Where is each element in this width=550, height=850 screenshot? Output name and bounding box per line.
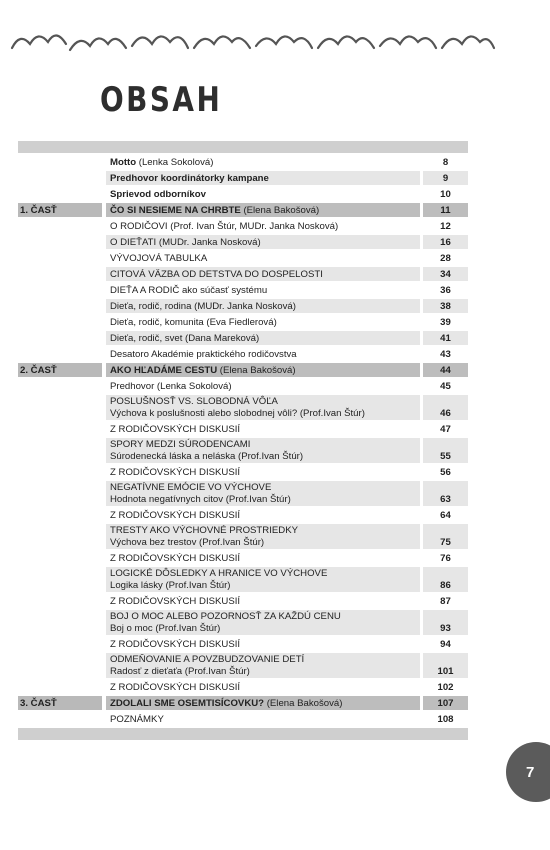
toc-entry-title: Sprievod odborníkov	[110, 188, 206, 200]
toc-entry-text	[106, 465, 420, 479]
toc-entry	[18, 219, 468, 233]
toc-entry	[18, 155, 468, 169]
toc-page-number: 9	[423, 171, 468, 185]
toc-page-number: 56	[423, 465, 468, 479]
toc-entry-title: Dieťa, rodič, komunita	[110, 316, 204, 328]
toc-entry	[18, 331, 468, 345]
toc-bottom-bar	[18, 728, 468, 740]
toc-entry-title: POZNÁMKY	[110, 713, 164, 725]
toc-entry-title: Dieťa, rodič, svet	[110, 332, 183, 344]
toc-entry-title: ZDOLALI SME OSEMTISÍCOVKU?	[110, 697, 265, 709]
toc-page-number: 44	[423, 363, 468, 377]
toc-part-label: 3. ČASŤ	[18, 696, 102, 710]
toc-part-label: 1. ČASŤ	[18, 203, 102, 217]
toc-part-label	[18, 283, 102, 297]
toc-part-label	[18, 187, 102, 201]
toc-part-label	[18, 422, 102, 436]
toc-part-label	[18, 235, 102, 249]
toc-entry-text	[106, 508, 420, 522]
toc-entry	[18, 347, 468, 361]
toc-entry-title: CITOVÁ VÄZBA OD DETSTVA DO DOSPELOSTI	[110, 268, 323, 280]
toc-entry-title: ČO SI NESIEME NA CHRBTE	[110, 204, 241, 216]
toc-part-label	[18, 331, 102, 345]
toc-entry-author: (Dana Mareková)	[182, 332, 260, 344]
toc-entry	[18, 171, 468, 185]
toc-page-number: 8	[423, 155, 468, 169]
toc-entry	[18, 680, 468, 694]
toc-entry-text	[106, 283, 420, 297]
toc-part-label	[18, 155, 102, 169]
toc-part-label	[18, 610, 102, 635]
toc-entry-title: Z RODIČOVSKÝCH DISKUSIÍ	[110, 509, 241, 521]
toc-entry-text	[106, 438, 420, 463]
toc-entry-title: POSLUŠNOSŤ VS. SLOBODNÁ VÔĽA	[110, 396, 278, 407]
toc-entry-text	[106, 551, 420, 565]
toc-entry-subtitle: Logika lásky (Prof.Ivan Štúr)	[110, 580, 231, 591]
toc-page-number: 76	[423, 551, 468, 565]
toc-entry-text	[106, 567, 420, 592]
toc-entry-title: ODMEŇOVANIE A POVZBUDZOVANIE DETÍ	[110, 654, 305, 665]
toc-part-label	[18, 465, 102, 479]
toc-entry-title: Z RODIČOVSKÝCH DISKUSIÍ	[110, 595, 241, 607]
toc-entry-title: Predhovor	[110, 380, 155, 392]
toc-entry-author: (Elena Bakošová)	[264, 697, 343, 709]
toc-page-number: 46	[423, 395, 468, 420]
toc-entry-text	[106, 712, 420, 726]
toc-entry-title: VÝVOJOVÁ TABULKA	[110, 252, 208, 264]
toc-entry-text	[106, 363, 420, 377]
toc-part-label	[18, 299, 102, 313]
toc-page-number: 12	[423, 219, 468, 233]
toc-entry-title: LOGICKÉ DÔSLEDKY A HRANICE VO VÝCHOVE	[110, 568, 328, 579]
toc-page-number: 47	[423, 422, 468, 436]
toc-entry-text	[106, 203, 420, 217]
toc-entry-title: Motto	[110, 156, 137, 168]
toc-part-label	[18, 567, 102, 592]
toc-entry-author: (MUDr. Janka Nosková)	[156, 236, 261, 248]
toc-page-number: 36	[423, 283, 468, 297]
toc-entry-title: O DIEŤATI	[110, 236, 157, 248]
toc-entry-text	[106, 187, 420, 201]
toc-page-number: 55	[423, 438, 468, 463]
toc-entry	[18, 610, 468, 635]
toc-page-number: 64	[423, 508, 468, 522]
toc-part-label	[18, 594, 102, 608]
toc-page-number: 11	[423, 203, 468, 217]
page-title: OBSAH	[100, 80, 223, 120]
toc-part-label	[18, 171, 102, 185]
toc-entry	[18, 267, 468, 281]
page-number-tab: 7	[506, 742, 550, 802]
toc-entry	[18, 251, 468, 265]
toc-entry-text	[106, 235, 420, 249]
toc-entry	[18, 594, 468, 608]
toc-part-label: 2. ČASŤ	[18, 363, 102, 377]
toc-page-number: 34	[423, 267, 468, 281]
toc-entry-text	[106, 594, 420, 608]
toc-entry-text	[106, 653, 420, 678]
toc-entry-author: (Elena Bakošová)	[240, 204, 320, 216]
toc-top-bar	[18, 141, 468, 153]
toc-entry-text	[106, 637, 420, 651]
toc-page-number: 63	[423, 481, 468, 506]
toc-entry	[18, 187, 468, 201]
toc-part-label	[18, 395, 102, 420]
toc-entry-author: (Lenka Sokolová)	[154, 380, 232, 392]
toc-page-number: 86	[423, 567, 468, 592]
toc-entry	[18, 696, 468, 710]
toc-entry-text	[106, 219, 420, 233]
toc-entry	[18, 422, 468, 436]
toc-page-number: 75	[423, 524, 468, 549]
toc-entry-title: BOJ O MOC ALEBO POZORNOSŤ ZA KAŽDÚ CENU	[110, 611, 341, 622]
toc-part-label	[18, 267, 102, 281]
toc-entry	[18, 235, 468, 249]
toc-entry	[18, 283, 468, 297]
toc-page-number: 101	[423, 653, 468, 678]
toc-entry-author: (Elena Bakošová)	[217, 364, 296, 376]
toc-entry-text	[106, 155, 420, 169]
toc-part-label	[18, 379, 102, 393]
toc-entry-text	[106, 251, 420, 265]
toc-part-label	[18, 481, 102, 506]
toc-entry-text	[106, 680, 420, 694]
toc-entry-author: (MUDr. Janka Nosková)	[191, 300, 296, 312]
toc-entry-text	[106, 481, 420, 506]
toc-entry	[18, 203, 468, 217]
toc-entry	[18, 363, 468, 377]
toc-entry-author: (Prof. Ivan Štúr, MUDr. Janka Nosková)	[167, 220, 339, 232]
toc-entry-text	[106, 315, 420, 329]
toc-entry-subtitle: Hodnota negatívnych citov (Prof.Ivan Štúr)	[110, 494, 291, 505]
toc-part-label	[18, 653, 102, 678]
toc-entry-title: Z RODIČOVSKÝCH DISKUSIÍ	[110, 466, 241, 478]
toc-page-number: 94	[423, 637, 468, 651]
toc-entry-author: (Eva Fiedlerová)	[203, 316, 277, 328]
toc-part-label	[18, 438, 102, 463]
toc-page-number: 43	[423, 347, 468, 361]
toc-part-label	[18, 637, 102, 651]
toc-entry	[18, 508, 468, 522]
toc-entry-subtitle: Boj o moc (Prof.Ivan Štúr)	[110, 623, 221, 634]
toc-entry-title: Z RODIČOVSKÝCH DISKUSIÍ	[110, 681, 241, 693]
toc-entry-title: O RODIČOVI	[110, 220, 168, 232]
toc-part-label	[18, 347, 102, 361]
toc-entry	[18, 465, 468, 479]
toc-entry-title: AKO HĽADÁME CESTU	[110, 364, 218, 376]
toc-page-number: 108	[423, 712, 468, 726]
decorative-ornament-border	[10, 26, 496, 56]
toc-entry-subtitle: Radosť z dieťaťa (Prof.Ivan Štúr)	[110, 666, 250, 677]
toc-page-number: 10	[423, 187, 468, 201]
toc-part-label	[18, 508, 102, 522]
toc-entry-subtitle: Výchova k poslušnosti alebo slobodnej vôli? (Prof.Ivan Štúr)	[110, 408, 365, 419]
toc-entry-text	[106, 422, 420, 436]
toc-entry-title: Z RODIČOVSKÝCH DISKUSIÍ	[110, 552, 241, 564]
toc-entry-title: NEGATÍVNE EMÓCIE VO VÝCHOVE	[110, 482, 272, 493]
toc-entry	[18, 299, 468, 313]
toc-entry-text	[106, 524, 420, 549]
toc-entry	[18, 524, 468, 549]
toc-part-label	[18, 251, 102, 265]
toc-entry-title: TRESTY AKO VÝCHOVNÉ PROSTRIEDKY	[110, 525, 299, 536]
toc-entry-title: Z RODIČOVSKÝCH DISKUSIÍ	[110, 638, 241, 650]
toc-entry-text	[106, 696, 420, 710]
toc-part-label	[18, 680, 102, 694]
toc-entry	[18, 438, 468, 463]
toc-page-number: 16	[423, 235, 468, 249]
toc-entry-title: DIEŤA A RODIČ ako súčasť systému	[110, 284, 268, 296]
toc-part-label	[18, 551, 102, 565]
toc-entry-text	[106, 379, 420, 393]
toc-entry-subtitle: Súrodenecká láska a neláska (Prof.Ivan Štúr)	[110, 451, 304, 462]
toc-rows	[18, 155, 468, 726]
toc-page-number: 38	[423, 299, 468, 313]
toc-entry	[18, 551, 468, 565]
toc-part-label	[18, 712, 102, 726]
toc-part-label	[18, 315, 102, 329]
toc-entry-subtitle: Výchova bez trestov (Prof.Ivan Štúr)	[110, 537, 265, 548]
toc-entry-title: Desatoro Akadémie praktického rodičovstva	[110, 348, 297, 360]
toc-entry	[18, 395, 468, 420]
toc-page-number: 102	[423, 680, 468, 694]
toc-entry-title: Dieťa, rodič, rodina	[110, 300, 192, 312]
toc-page-number: 107	[423, 696, 468, 710]
table-of-contents	[18, 141, 468, 742]
toc-part-label	[18, 219, 102, 233]
toc-page-number: 87	[423, 594, 468, 608]
toc-entry	[18, 712, 468, 726]
toc-entry-text	[106, 610, 420, 635]
toc-entry-text	[106, 171, 420, 185]
toc-page-number: 39	[423, 315, 468, 329]
toc-entry-text	[106, 347, 420, 361]
toc-entry	[18, 481, 468, 506]
toc-entry	[18, 567, 468, 592]
toc-entry-text	[106, 395, 420, 420]
toc-entry-title: Predhovor koordinátorky kampane	[110, 172, 269, 184]
toc-page-number: 45	[423, 379, 468, 393]
toc-entry-text	[106, 267, 420, 281]
toc-entry-text	[106, 331, 420, 345]
toc-entry	[18, 379, 468, 393]
toc-entry	[18, 315, 468, 329]
toc-entry-author: (Lenka Sokolová)	[136, 156, 214, 168]
toc-entry	[18, 637, 468, 651]
toc-page-number: 41	[423, 331, 468, 345]
toc-entry	[18, 653, 468, 678]
toc-page-number: 28	[423, 251, 468, 265]
toc-page-number: 93	[423, 610, 468, 635]
toc-entry-title: SPORY MEDZI SÚRODENCAMI	[110, 439, 251, 450]
toc-entry-text	[106, 299, 420, 313]
toc-entry-title: Z RODIČOVSKÝCH DISKUSIÍ	[110, 423, 241, 435]
toc-part-label	[18, 524, 102, 549]
